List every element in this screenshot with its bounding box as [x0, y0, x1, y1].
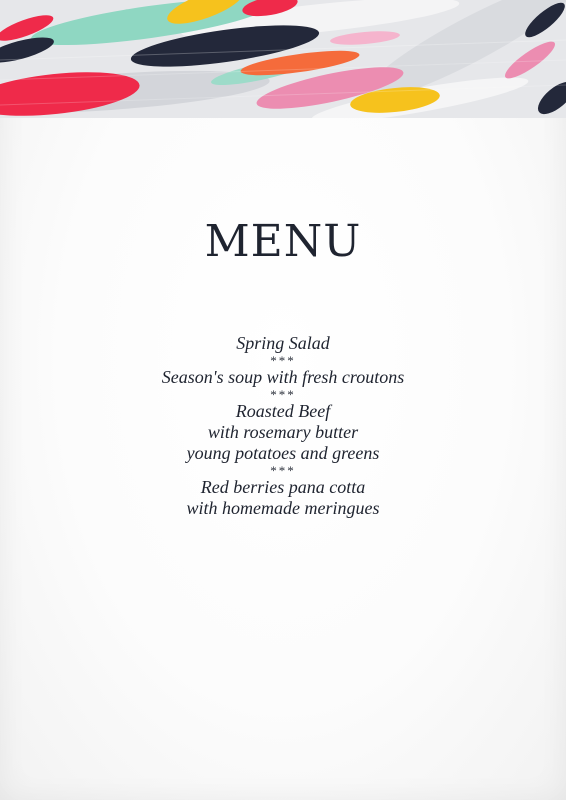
course-3-line-2: with rosemary butter [207, 422, 359, 442]
course-separator: *** [270, 463, 296, 478]
course-1-line-1: Spring Salad [236, 333, 330, 353]
course-4-line-1: Red berries pana cotta [200, 477, 366, 497]
brushstroke-art [0, 0, 566, 118]
course-3 [0, 401, 566, 464]
brushstroke-header [0, 0, 566, 118]
course-separator: *** [270, 387, 296, 402]
course-2 [0, 367, 566, 388]
menu-title: MENU [204, 216, 362, 267]
course-3-line-3: young potatoes and greens [186, 443, 380, 463]
course-2-line-1: Season's soup with fresh croutons [161, 367, 405, 387]
course-1 [0, 333, 566, 354]
course-list [0, 333, 566, 519]
course-separator: *** [270, 353, 296, 368]
course-3-line-1: Roasted Beef [235, 401, 331, 421]
course-4-line-2: with homemade meringues [186, 498, 380, 518]
course-4 [0, 477, 566, 519]
